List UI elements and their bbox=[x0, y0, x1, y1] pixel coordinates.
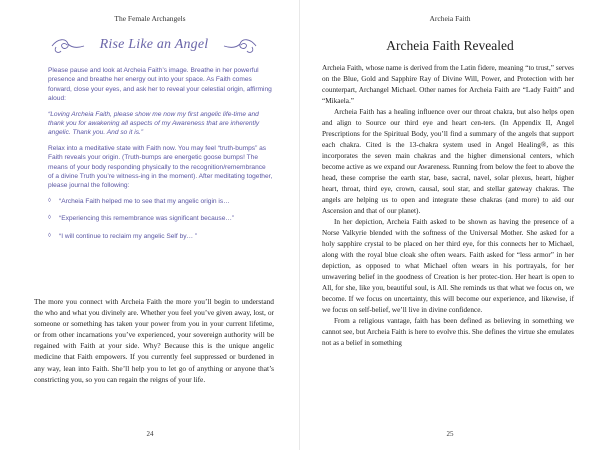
journal-prompt: “Archeia Faith helped me to see that my angelic origin is… bbox=[59, 197, 230, 205]
diamond-bullet-icon: ◊ bbox=[48, 232, 51, 239]
page-number-left: 24 bbox=[146, 430, 154, 438]
sidebar-instructions: Relax into a meditative state with Faith now. You may feel “truth-bumps” as Faith reveals your origin. (Truth-bumps are energetic goose bumps! The means of your body responding physically to the recognition/remembrance of a divine Truth you’re witness-ing in the moment). After meditating together, please journal the following: bbox=[48, 144, 273, 190]
journal-prompt: “Experiencing this remembrance was significant because…” bbox=[59, 215, 235, 223]
list-item bbox=[48, 232, 273, 241]
list-item bbox=[48, 197, 273, 206]
diamond-bullet-icon: ◊ bbox=[48, 197, 51, 204]
page-number-right: 25 bbox=[446, 430, 454, 438]
diamond-bullet-icon: ◊ bbox=[48, 215, 51, 222]
sidebar-affirmation: “Loving Archeia Faith, please show me now my first angelic life-time and thank you for awakening all aspects of my Awareness that are inherently angelic. Thank you. And so it is.” bbox=[48, 110, 260, 137]
chapter-title: Archeia Faith Revealed bbox=[386, 38, 514, 53]
sidebar-box bbox=[48, 66, 273, 249]
body-paragraph: The more you connect with Archeia Faith the more you’ll begin to understand the who and what you divinely are. Whether you feel you’ve given away, lost, or someone or something has taken your power from you in your current lifetime, or from other incarnations you’ve experienced, your sovereign authority will be regained with Faith at your side. Why? Because this is the unique angelic medicine that Faith empowers. If you currently feel suppressed or burdened in any way, lean into Faith. She’ll help you to let go of anything or anyone that’s constricting you, so you can regain the reigns of your life. bbox=[34, 297, 274, 384]
body-text-left bbox=[34, 296, 274, 385]
sidebar-intro: Please pause and look at Archeia Faith’s image. Breathe in her powerful presence and breathe her energy out into your space. As Faith comes forward, close your eyes, and ask her to reveal your celestial origin, affirming aloud: bbox=[48, 67, 272, 103]
body-paragraph: From a religious vantage, faith has been defined as believing in something we cannot see, but Archeia Faith is here to evolve this. She defines the virtue she emulates not as a belief in something bbox=[322, 317, 574, 347]
running-head-right: Archeia Faith bbox=[429, 14, 471, 23]
body-paragraph: In her depiction, Archeia Faith asked to be shown as having the presence of a Norse Valkyrie blended with the softness of the Universal Mother. She asked for a holy sapphire crystal to be placed on her third eye, for this connects her to Michael, along with the royal blue cloak she often wears. Faith asked for “less armor” in her depiction, as opposed to what Michael often wears in his portrayals, for her unwavering belief in the goodness of Creation is her protec-tion. Her heart is open to All, for she, like you, beautiful soul, is All. She reminds us that what we focus on, we become. If we focus on uncertainty, this will become our experience, and likewise, if we focus on self-belief, we’ll live in divine confidence. bbox=[322, 218, 574, 314]
running-head-left: The Female Archangels bbox=[114, 14, 186, 23]
body-paragraph: Archeia Faith has a healing influence over our throat chakra, but also helps open and align to Source our third eye and heart cen-ters. (In Appendix II, Angel Prescriptions for the Spiritual Body, you’ll find a summary of the angels that support each chakra. Cited is the 13-chakra system used in Angel Healing®, as this incorporates the seven main chakras and the higher dimensional centers, which become active as we expand our Awareness. Running from below the feet to above the head, these comprise the earth star, base, sacral, navel, solar plexus, heart, higher heart, throat, third eye, crown, causal, soul star, and stellar gateway chakras. The angels are helping us to open and integrate these chakras (and more) to aid our Ascension and that of our planet). bbox=[322, 108, 574, 215]
journal-prompt-list bbox=[48, 197, 273, 241]
journal-prompt: “I will continue to reclaim my angelic Self by… ” bbox=[59, 232, 198, 240]
body-text-right bbox=[322, 63, 574, 349]
list-item bbox=[48, 214, 273, 223]
sidebar-title: Rise Like an Angel bbox=[99, 37, 209, 52]
sidebar-banner bbox=[50, 34, 258, 58]
right-page bbox=[300, 0, 600, 450]
body-paragraph: Archeia Faith, whose name is derived from the Latin fidere, meaning “to trust,” serves on the Blue, Gold and Sapphire Ray of Divine Will, Power, and Protection with her counterpart, Archangel Michael. Other names for Archeia Faith are “Lady Faith” and “Mikaela.” bbox=[322, 64, 574, 105]
